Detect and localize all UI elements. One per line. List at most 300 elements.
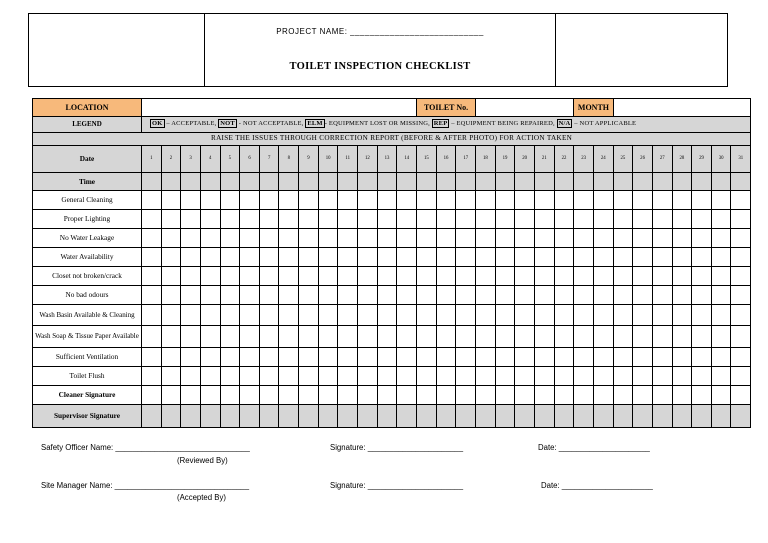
check-cell[interactable] bbox=[259, 248, 279, 267]
signature-cell[interactable] bbox=[633, 386, 653, 405]
check-cell[interactable] bbox=[672, 210, 692, 229]
check-cell[interactable] bbox=[476, 348, 496, 367]
site-manager-name-field[interactable]: Site Manager Name: _______________________________ bbox=[41, 481, 250, 490]
signature-cell[interactable] bbox=[279, 405, 299, 428]
check-cell[interactable] bbox=[534, 367, 554, 386]
check-cell[interactable] bbox=[731, 367, 751, 386]
signature-cell[interactable] bbox=[593, 405, 613, 428]
check-cell[interactable] bbox=[279, 248, 299, 267]
check-cell[interactable] bbox=[593, 348, 613, 367]
check-cell[interactable] bbox=[358, 210, 378, 229]
check-cell[interactable] bbox=[711, 348, 731, 367]
check-cell[interactable] bbox=[338, 305, 358, 326]
check-cell[interactable] bbox=[161, 248, 181, 267]
time-cell[interactable] bbox=[279, 173, 299, 191]
check-cell[interactable] bbox=[476, 326, 496, 348]
signature-cell[interactable] bbox=[495, 405, 515, 428]
check-cell[interactable] bbox=[672, 229, 692, 248]
time-cell[interactable] bbox=[397, 173, 417, 191]
check-cell[interactable] bbox=[515, 267, 535, 286]
check-cell[interactable] bbox=[279, 326, 299, 348]
check-cell[interactable] bbox=[338, 267, 358, 286]
check-cell[interactable] bbox=[515, 286, 535, 305]
check-cell[interactable] bbox=[534, 286, 554, 305]
check-cell[interactable] bbox=[417, 210, 437, 229]
check-cell[interactable] bbox=[495, 367, 515, 386]
check-cell[interactable] bbox=[220, 367, 240, 386]
check-cell[interactable] bbox=[259, 367, 279, 386]
check-cell[interactable] bbox=[377, 191, 397, 210]
check-cell[interactable] bbox=[397, 286, 417, 305]
check-cell[interactable] bbox=[711, 326, 731, 348]
check-cell[interactable] bbox=[161, 210, 181, 229]
check-cell[interactable] bbox=[613, 367, 633, 386]
check-cell[interactable] bbox=[358, 248, 378, 267]
check-cell[interactable] bbox=[220, 348, 240, 367]
check-cell[interactable] bbox=[515, 348, 535, 367]
check-cell[interactable] bbox=[259, 267, 279, 286]
check-cell[interactable] bbox=[220, 267, 240, 286]
check-cell[interactable] bbox=[181, 210, 201, 229]
check-cell[interactable] bbox=[181, 326, 201, 348]
check-cell[interactable] bbox=[495, 191, 515, 210]
signature-cell[interactable] bbox=[377, 405, 397, 428]
check-cell[interactable] bbox=[240, 367, 260, 386]
check-cell[interactable] bbox=[456, 305, 476, 326]
signature-cell[interactable] bbox=[692, 386, 712, 405]
signature-cell[interactable] bbox=[534, 386, 554, 405]
check-cell[interactable] bbox=[436, 267, 456, 286]
check-cell[interactable] bbox=[495, 229, 515, 248]
check-cell[interactable] bbox=[574, 367, 594, 386]
check-cell[interactable] bbox=[318, 286, 338, 305]
time-cell[interactable] bbox=[436, 173, 456, 191]
check-cell[interactable] bbox=[181, 229, 201, 248]
check-cell[interactable] bbox=[220, 326, 240, 348]
check-cell[interactable] bbox=[240, 286, 260, 305]
check-cell[interactable] bbox=[318, 305, 338, 326]
check-cell[interactable] bbox=[397, 367, 417, 386]
check-cell[interactable] bbox=[299, 248, 319, 267]
check-cell[interactable] bbox=[456, 248, 476, 267]
signature-cell[interactable] bbox=[220, 405, 240, 428]
safety-officer-signature-field[interactable]: Signature: ______________________ bbox=[330, 443, 464, 452]
check-cell[interactable] bbox=[456, 286, 476, 305]
signature-cell[interactable] bbox=[692, 405, 712, 428]
signature-cell[interactable] bbox=[574, 405, 594, 428]
signature-cell[interactable] bbox=[142, 405, 162, 428]
check-cell[interactable] bbox=[515, 326, 535, 348]
check-cell[interactable] bbox=[299, 326, 319, 348]
check-cell[interactable] bbox=[476, 367, 496, 386]
signature-cell[interactable] bbox=[259, 386, 279, 405]
check-cell[interactable] bbox=[377, 248, 397, 267]
check-cell[interactable] bbox=[200, 229, 220, 248]
check-cell[interactable] bbox=[613, 229, 633, 248]
check-cell[interactable] bbox=[397, 191, 417, 210]
signature-cell[interactable] bbox=[220, 386, 240, 405]
signature-cell[interactable] bbox=[181, 386, 201, 405]
check-cell[interactable] bbox=[554, 229, 574, 248]
check-cell[interactable] bbox=[711, 267, 731, 286]
check-cell[interactable] bbox=[554, 367, 574, 386]
signature-cell[interactable] bbox=[318, 405, 338, 428]
check-cell[interactable] bbox=[633, 326, 653, 348]
signature-cell[interactable] bbox=[142, 386, 162, 405]
signature-cell[interactable] bbox=[476, 386, 496, 405]
check-cell[interactable] bbox=[279, 367, 299, 386]
signature-cell[interactable] bbox=[534, 405, 554, 428]
check-cell[interactable] bbox=[200, 367, 220, 386]
signature-cell[interactable] bbox=[436, 405, 456, 428]
check-cell[interactable] bbox=[672, 248, 692, 267]
check-cell[interactable] bbox=[692, 326, 712, 348]
signature-cell[interactable] bbox=[672, 405, 692, 428]
signature-cell[interactable] bbox=[574, 386, 594, 405]
check-cell[interactable] bbox=[240, 191, 260, 210]
check-cell[interactable] bbox=[652, 248, 672, 267]
check-cell[interactable] bbox=[377, 286, 397, 305]
check-cell[interactable] bbox=[279, 267, 299, 286]
time-cell[interactable] bbox=[240, 173, 260, 191]
check-cell[interactable] bbox=[692, 305, 712, 326]
time-cell[interactable] bbox=[652, 173, 672, 191]
check-cell[interactable] bbox=[436, 248, 456, 267]
check-cell[interactable] bbox=[397, 248, 417, 267]
check-cell[interactable] bbox=[633, 210, 653, 229]
signature-cell[interactable] bbox=[495, 386, 515, 405]
signature-cell[interactable] bbox=[731, 405, 751, 428]
check-cell[interactable] bbox=[456, 348, 476, 367]
check-cell[interactable] bbox=[593, 305, 613, 326]
signature-cell[interactable] bbox=[731, 386, 751, 405]
check-cell[interactable] bbox=[318, 267, 338, 286]
check-cell[interactable] bbox=[279, 305, 299, 326]
time-cell[interactable] bbox=[692, 173, 712, 191]
check-cell[interactable] bbox=[574, 229, 594, 248]
check-cell[interactable] bbox=[633, 305, 653, 326]
check-cell[interactable] bbox=[299, 210, 319, 229]
check-cell[interactable] bbox=[495, 210, 515, 229]
check-cell[interactable] bbox=[534, 191, 554, 210]
check-cell[interactable] bbox=[161, 229, 181, 248]
check-cell[interactable] bbox=[318, 348, 338, 367]
check-cell[interactable] bbox=[652, 305, 672, 326]
check-cell[interactable] bbox=[299, 229, 319, 248]
signature-cell[interactable] bbox=[515, 405, 535, 428]
project-name-field[interactable]: PROJECT NAME: ___________________________ bbox=[276, 27, 484, 36]
signature-cell[interactable] bbox=[613, 386, 633, 405]
check-cell[interactable] bbox=[142, 267, 162, 286]
signature-cell[interactable] bbox=[652, 386, 672, 405]
check-cell[interactable] bbox=[279, 191, 299, 210]
check-cell[interactable] bbox=[377, 326, 397, 348]
check-cell[interactable] bbox=[476, 305, 496, 326]
signature-cell[interactable] bbox=[200, 405, 220, 428]
check-cell[interactable] bbox=[436, 326, 456, 348]
check-cell[interactable] bbox=[495, 286, 515, 305]
time-cell[interactable] bbox=[633, 173, 653, 191]
check-cell[interactable] bbox=[652, 229, 672, 248]
check-cell[interactable] bbox=[161, 191, 181, 210]
check-cell[interactable] bbox=[633, 248, 653, 267]
time-cell[interactable] bbox=[534, 173, 554, 191]
check-cell[interactable] bbox=[672, 191, 692, 210]
check-cell[interactable] bbox=[731, 267, 751, 286]
check-cell[interactable] bbox=[318, 210, 338, 229]
signature-cell[interactable] bbox=[436, 386, 456, 405]
check-cell[interactable] bbox=[593, 286, 613, 305]
check-cell[interactable] bbox=[161, 348, 181, 367]
check-cell[interactable] bbox=[220, 286, 240, 305]
check-cell[interactable] bbox=[279, 210, 299, 229]
check-cell[interactable] bbox=[456, 229, 476, 248]
signature-cell[interactable] bbox=[652, 405, 672, 428]
check-cell[interactable] bbox=[181, 305, 201, 326]
check-cell[interactable] bbox=[692, 267, 712, 286]
toilet-number-input[interactable] bbox=[476, 99, 574, 117]
time-cell[interactable] bbox=[456, 173, 476, 191]
check-cell[interactable] bbox=[554, 286, 574, 305]
check-cell[interactable] bbox=[534, 305, 554, 326]
check-cell[interactable] bbox=[515, 229, 535, 248]
check-cell[interactable] bbox=[417, 367, 437, 386]
month-input[interactable] bbox=[613, 99, 751, 117]
check-cell[interactable] bbox=[142, 305, 162, 326]
check-cell[interactable] bbox=[574, 210, 594, 229]
signature-cell[interactable] bbox=[377, 386, 397, 405]
signature-cell[interactable] bbox=[299, 405, 319, 428]
check-cell[interactable] bbox=[338, 191, 358, 210]
check-cell[interactable] bbox=[633, 191, 653, 210]
check-cell[interactable] bbox=[672, 326, 692, 348]
check-cell[interactable] bbox=[476, 248, 496, 267]
check-cell[interactable] bbox=[711, 248, 731, 267]
check-cell[interactable] bbox=[731, 286, 751, 305]
check-cell[interactable] bbox=[377, 229, 397, 248]
check-cell[interactable] bbox=[495, 267, 515, 286]
check-cell[interactable] bbox=[593, 248, 613, 267]
check-cell[interactable] bbox=[692, 191, 712, 210]
check-cell[interactable] bbox=[593, 367, 613, 386]
check-cell[interactable] bbox=[377, 367, 397, 386]
check-cell[interactable] bbox=[652, 348, 672, 367]
signature-cell[interactable] bbox=[279, 386, 299, 405]
check-cell[interactable] bbox=[200, 210, 220, 229]
time-cell[interactable] bbox=[711, 173, 731, 191]
check-cell[interactable] bbox=[161, 267, 181, 286]
check-cell[interactable] bbox=[338, 229, 358, 248]
check-cell[interactable] bbox=[534, 210, 554, 229]
check-cell[interactable] bbox=[181, 191, 201, 210]
check-cell[interactable] bbox=[259, 286, 279, 305]
check-cell[interactable] bbox=[476, 191, 496, 210]
signature-cell[interactable] bbox=[358, 386, 378, 405]
time-cell[interactable] bbox=[299, 173, 319, 191]
check-cell[interactable] bbox=[161, 286, 181, 305]
check-cell[interactable] bbox=[613, 326, 633, 348]
check-cell[interactable] bbox=[534, 326, 554, 348]
check-cell[interactable] bbox=[181, 267, 201, 286]
check-cell[interactable] bbox=[338, 326, 358, 348]
check-cell[interactable] bbox=[613, 348, 633, 367]
check-cell[interactable] bbox=[200, 286, 220, 305]
check-cell[interactable] bbox=[220, 305, 240, 326]
check-cell[interactable] bbox=[534, 348, 554, 367]
check-cell[interactable] bbox=[652, 286, 672, 305]
check-cell[interactable] bbox=[240, 348, 260, 367]
check-cell[interactable] bbox=[613, 248, 633, 267]
check-cell[interactable] bbox=[358, 267, 378, 286]
time-cell[interactable] bbox=[358, 173, 378, 191]
check-cell[interactable] bbox=[240, 305, 260, 326]
check-cell[interactable] bbox=[456, 267, 476, 286]
time-cell[interactable] bbox=[613, 173, 633, 191]
check-cell[interactable] bbox=[299, 348, 319, 367]
check-cell[interactable] bbox=[574, 326, 594, 348]
signature-cell[interactable] bbox=[613, 405, 633, 428]
check-cell[interactable] bbox=[652, 267, 672, 286]
check-cell[interactable] bbox=[200, 305, 220, 326]
check-cell[interactable] bbox=[220, 248, 240, 267]
location-input[interactable] bbox=[142, 99, 417, 117]
time-cell[interactable] bbox=[259, 173, 279, 191]
check-cell[interactable] bbox=[240, 267, 260, 286]
check-cell[interactable] bbox=[534, 267, 554, 286]
check-cell[interactable] bbox=[377, 210, 397, 229]
check-cell[interactable] bbox=[731, 229, 751, 248]
check-cell[interactable] bbox=[161, 305, 181, 326]
check-cell[interactable] bbox=[495, 248, 515, 267]
signature-cell[interactable] bbox=[240, 405, 260, 428]
check-cell[interactable] bbox=[534, 229, 554, 248]
check-cell[interactable] bbox=[161, 326, 181, 348]
signature-cell[interactable] bbox=[397, 405, 417, 428]
check-cell[interactable] bbox=[731, 191, 751, 210]
check-cell[interactable] bbox=[711, 229, 731, 248]
check-cell[interactable] bbox=[692, 367, 712, 386]
check-cell[interactable] bbox=[142, 326, 162, 348]
check-cell[interactable] bbox=[574, 267, 594, 286]
check-cell[interactable] bbox=[397, 267, 417, 286]
check-cell[interactable] bbox=[436, 229, 456, 248]
check-cell[interactable] bbox=[299, 267, 319, 286]
signature-cell[interactable] bbox=[554, 386, 574, 405]
time-cell[interactable] bbox=[515, 173, 535, 191]
check-cell[interactable] bbox=[358, 348, 378, 367]
signature-cell[interactable] bbox=[672, 386, 692, 405]
check-cell[interactable] bbox=[574, 305, 594, 326]
signature-cell[interactable] bbox=[593, 386, 613, 405]
check-cell[interactable] bbox=[554, 210, 574, 229]
check-cell[interactable] bbox=[554, 191, 574, 210]
check-cell[interactable] bbox=[515, 191, 535, 210]
signature-cell[interactable] bbox=[200, 386, 220, 405]
check-cell[interactable] bbox=[142, 210, 162, 229]
time-cell[interactable] bbox=[220, 173, 240, 191]
check-cell[interactable] bbox=[181, 286, 201, 305]
check-cell[interactable] bbox=[259, 326, 279, 348]
check-cell[interactable] bbox=[476, 210, 496, 229]
check-cell[interactable] bbox=[436, 210, 456, 229]
check-cell[interactable] bbox=[613, 191, 633, 210]
check-cell[interactable] bbox=[358, 229, 378, 248]
signature-cell[interactable] bbox=[633, 405, 653, 428]
check-cell[interactable] bbox=[436, 367, 456, 386]
check-cell[interactable] bbox=[259, 229, 279, 248]
check-cell[interactable] bbox=[731, 305, 751, 326]
check-cell[interactable] bbox=[672, 267, 692, 286]
check-cell[interactable] bbox=[554, 348, 574, 367]
check-cell[interactable] bbox=[240, 210, 260, 229]
check-cell[interactable] bbox=[358, 191, 378, 210]
check-cell[interactable] bbox=[476, 229, 496, 248]
signature-cell[interactable] bbox=[161, 386, 181, 405]
time-cell[interactable] bbox=[476, 173, 496, 191]
check-cell[interactable] bbox=[652, 326, 672, 348]
check-cell[interactable] bbox=[711, 191, 731, 210]
check-cell[interactable] bbox=[318, 367, 338, 386]
site-manager-signature-field[interactable]: Signature: ______________________ bbox=[330, 481, 464, 490]
check-cell[interactable] bbox=[456, 210, 476, 229]
check-cell[interactable] bbox=[495, 305, 515, 326]
time-cell[interactable] bbox=[318, 173, 338, 191]
check-cell[interactable] bbox=[338, 348, 358, 367]
safety-officer-name-field[interactable]: Safety Officer Name: _______________________________ bbox=[41, 443, 250, 452]
time-cell[interactable] bbox=[142, 173, 162, 191]
signature-cell[interactable] bbox=[711, 386, 731, 405]
check-cell[interactable] bbox=[358, 326, 378, 348]
check-cell[interactable] bbox=[515, 210, 535, 229]
check-cell[interactable] bbox=[593, 210, 613, 229]
check-cell[interactable] bbox=[318, 326, 338, 348]
check-cell[interactable] bbox=[200, 191, 220, 210]
time-cell[interactable] bbox=[593, 173, 613, 191]
signature-cell[interactable] bbox=[161, 405, 181, 428]
check-cell[interactable] bbox=[142, 367, 162, 386]
site-manager-date-field[interactable]: Date: _____________________ bbox=[541, 481, 653, 490]
signature-cell[interactable] bbox=[554, 405, 574, 428]
check-cell[interactable] bbox=[338, 248, 358, 267]
safety-officer-date-field[interactable]: Date: _____________________ bbox=[538, 443, 650, 452]
check-cell[interactable] bbox=[731, 348, 751, 367]
check-cell[interactable] bbox=[476, 267, 496, 286]
check-cell[interactable] bbox=[417, 267, 437, 286]
signature-cell[interactable] bbox=[318, 386, 338, 405]
check-cell[interactable] bbox=[181, 248, 201, 267]
check-cell[interactable] bbox=[515, 367, 535, 386]
check-cell[interactable] bbox=[534, 248, 554, 267]
check-cell[interactable] bbox=[633, 229, 653, 248]
check-cell[interactable] bbox=[417, 305, 437, 326]
check-cell[interactable] bbox=[161, 367, 181, 386]
check-cell[interactable] bbox=[554, 248, 574, 267]
check-cell[interactable] bbox=[456, 367, 476, 386]
time-cell[interactable] bbox=[417, 173, 437, 191]
check-cell[interactable] bbox=[338, 367, 358, 386]
check-cell[interactable] bbox=[613, 286, 633, 305]
check-cell[interactable] bbox=[436, 191, 456, 210]
check-cell[interactable] bbox=[377, 348, 397, 367]
check-cell[interactable] bbox=[574, 348, 594, 367]
check-cell[interactable] bbox=[593, 229, 613, 248]
check-cell[interactable] bbox=[240, 326, 260, 348]
check-cell[interactable] bbox=[613, 210, 633, 229]
check-cell[interactable] bbox=[711, 210, 731, 229]
check-cell[interactable] bbox=[711, 367, 731, 386]
check-cell[interactable] bbox=[397, 305, 417, 326]
check-cell[interactable] bbox=[476, 286, 496, 305]
